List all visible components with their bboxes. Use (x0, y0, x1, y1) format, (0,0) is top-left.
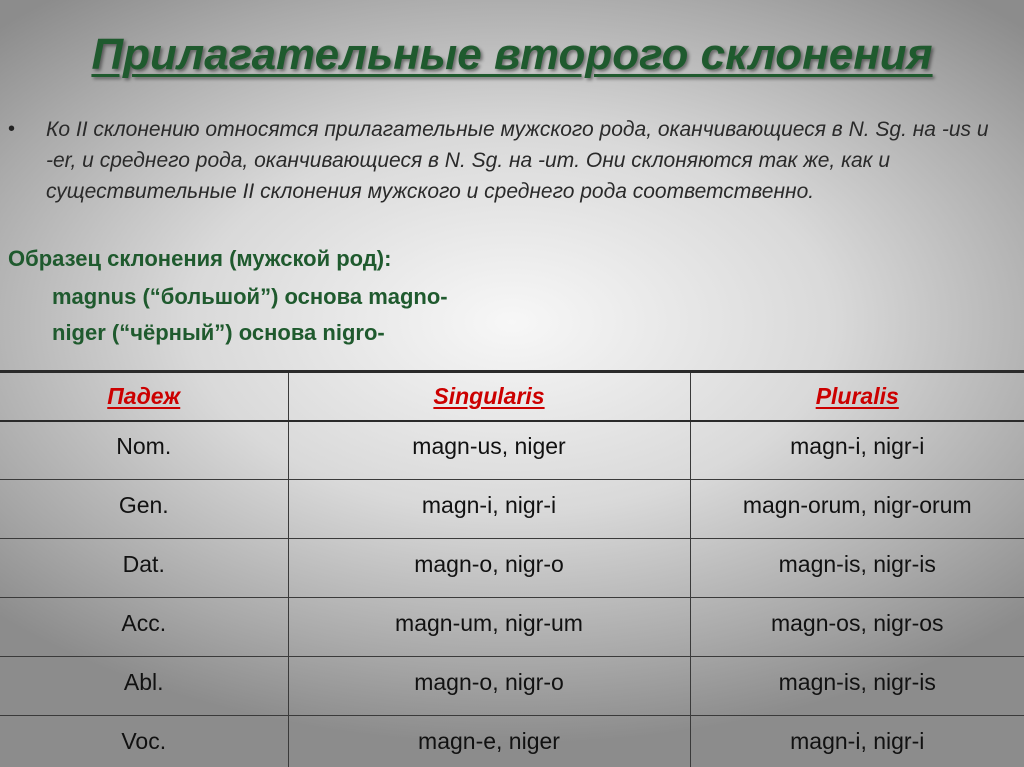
singular-cell: magn-o, nigr-o (288, 539, 690, 598)
singular-cell: magn-i, nigr-i (288, 480, 690, 539)
case-cell: Nom. (0, 421, 288, 480)
table-row (0, 480, 1024, 539)
case-cell: Dat. (0, 539, 288, 598)
sample-line-niger: niger (“чёрный”) основа nigro- (52, 320, 385, 345)
table-row (0, 657, 1024, 716)
sample-line-magnus: magnus (“большой”) основа magno- (52, 284, 448, 309)
singular-cell: magn-o, nigr-o (288, 657, 690, 716)
plural-cell: magn-is, nigr-is (690, 539, 1024, 598)
bullet-text: Ко II склонению относятся прилагательные мужского рода, оканчивающиеся в N. Sg. на -us и -er, и среднего рода, оканчивающиеся в N. Sg. на -um. Они склоняются так же, как и существительные II склонения мужского и среднего рода соответственно. (46, 118, 989, 203)
bullet-icon: • (8, 118, 16, 140)
header-case: Падеж (0, 372, 288, 421)
table-row (0, 539, 1024, 598)
plural-cell: magn-os, nigr-os (690, 598, 1024, 657)
case-cell: Gen. (0, 480, 288, 539)
table-row (0, 598, 1024, 657)
sample-heading: Образец склонения (мужской род): (8, 246, 392, 271)
case-cell: Abl. (0, 657, 288, 716)
header-singularis: Singularis (288, 372, 690, 421)
case-cell: Voc. (0, 716, 288, 767)
table-row (0, 716, 1024, 767)
plural-cell: magn-i, nigr-i (690, 716, 1024, 767)
table-row (0, 421, 1024, 480)
header-pluralis: Pluralis (690, 372, 1024, 421)
plural-cell: magn-i, nigr-i (690, 421, 1024, 480)
bullet-paragraph (8, 114, 1008, 207)
plural-cell: magn-is, nigr-is (690, 657, 1024, 716)
singular-cell: magn-um, nigr-um (288, 598, 690, 657)
case-cell: Acc. (0, 598, 288, 657)
declension-table (0, 370, 1024, 767)
slide-title: Прилагательные второго склонения (91, 30, 933, 79)
plural-cell: magn-orum, nigr-orum (690, 480, 1024, 539)
table-header-row (0, 372, 1024, 421)
singular-cell: magn-us, niger (288, 421, 690, 480)
singular-cell: magn-e, niger (288, 716, 690, 767)
